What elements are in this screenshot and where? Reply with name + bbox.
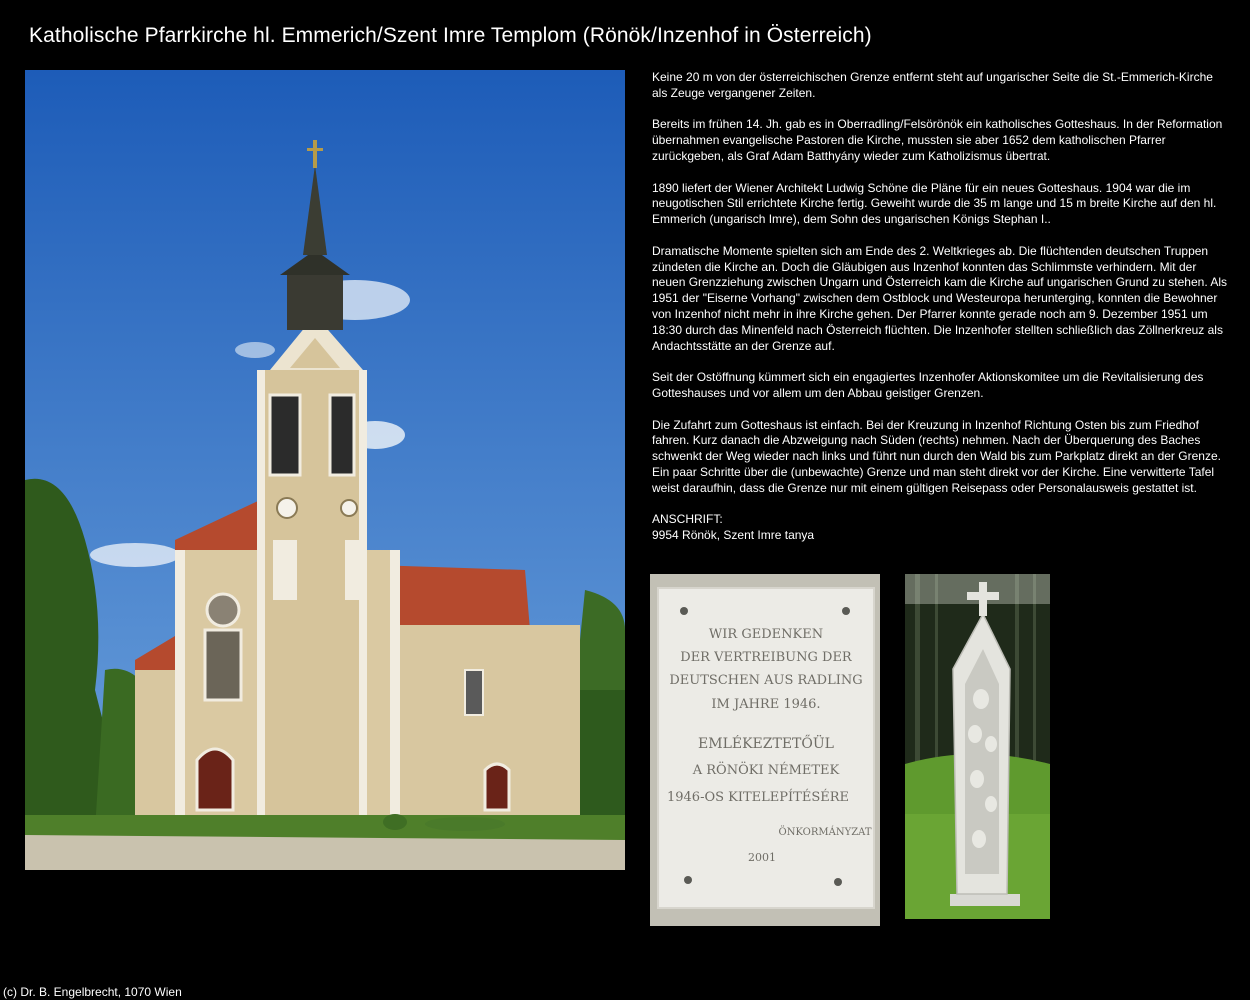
copyright-footer: (c) Dr. B. Engelbrecht, 1070 Wien — [3, 985, 182, 999]
plaque-line-1: WIR GEDENKEN — [708, 627, 824, 642]
plaque-line-4: IM JAHRE 1946. — [711, 697, 821, 712]
plaque-hu-line-3: 1946-OS KITELEPÍTÉSÉRE — [666, 790, 850, 805]
paragraph-intro: Keine 20 m von der österreichischen Grenze entfernt steht auf ungarischer Seite die St.-Emmerich-Kirche als Zeuge vergangener Zeiten. — [652, 70, 1213, 100]
address-value: 9954 Rönök, Szent Imre tanya — [652, 528, 815, 543]
paragraph-directions: Die Zufahrt zum Gotteshaus ist einfach. Bei der Kreuzung in Inzenhof Richtung Osten bis zum Friedhof fahren. Kurz danach die Abzweigung nach Süden (rechts) nehmen. Nach der Überquerung des Baches schwenkt der Weg wieder nach links und führt nun durch den Wald bis zum Parkplatz direkt an der Grenze. Ein paar Schritte über die (unbewachte) Grenze und man steht direkt vor der Kirche. Eine verwitterte Tafel weist daraufhin, dass die Grenze nur mit einem gültigen Reisepass oder Personalausweis gestattet ist. — [652, 417, 1221, 495]
plaque-signature: ÖNKORMÁNYZAT — [778, 827, 872, 838]
cross-illustration — [905, 574, 1050, 919]
paragraph-history: Bereits im frühen 14. Jh. gab es in Oberradling/Felsörönök ein katholisches Gotteshaus. In der Reformation übernahmen evangelische Pastoren die Kirche, mussten sie aber 1652 dem katholischen Pfarrer zurückgeben, als Graf Adam Batthyány wieder zum Katholizismus übertrat. — [652, 117, 1223, 163]
plaque-hu-line-2: A RÖNÖKI NÉMETEK — [692, 763, 840, 778]
paragraph-construction: 1890 liefert der Wiener Architekt Ludwig Schöne die Pläne für ein neues Gotteshaus. 1904 war die im neugotischen Stil errichtete Kirche fertig. Geweiht wurde die 35 m lange und 15 m breite Kirche auf den hl. Emmerich (ungarisch Imre), dem Sohn des ungarischen Königs Stephan I.. — [652, 180, 1217, 227]
paragraph-war: Dramatische Momente spielten sich am Ende des 2. Weltkrieges ab. Die flüchtenden deutschen Truppen zündeten die Kirche an. Doch die Gläubigen aus Inzenhof konnten das Schlimmste verhindern. Mit der neuen Grenzziehung zwischen Ungarn und Österreich kam die Kirche auf ungarischen Grund zu stehen. Als 1951 der "Eiserne Vorhang" zwischen dem Ostblock und Westeuropa herunterging, konnten die Bewohner von Inzenhof nicht mehr in ihre Kirche gehen. Der Pfarrer konnte gerade noch am 9. Dezember 1951 um 18:30 durch das Minenfeld nach Österreich flüchten. Die Inzenhofer stellten schließlich das Zöllnerkreuz als Andachtsstätte an der Grenze auf. — [652, 243, 1227, 353]
paragraph-revitalisation: Seit der Ostöffnung kümmert sich ein engagiertes Inzenhofer Aktionskomitee um die Revitalisierung des Gotteshauses und vor allem um den Abbau geistiger Grenzen. — [652, 370, 1204, 400]
address-label: ANSCHRIFT: — [652, 512, 723, 527]
page-title: Katholische Pfarrkirche hl. Emmerich/Szent Imre Templom (Rönök/Inzenhof in Österreich) — [29, 24, 872, 47]
church-illustration — [25, 70, 625, 870]
plaque-line-3: DEUTSCHEN AUS RADLING — [669, 673, 863, 688]
plaque-illustration — [650, 574, 880, 926]
memorial-plaque-photo — [650, 574, 880, 926]
plaque-line-2: DER VERTREIBUNG DER — [680, 650, 852, 665]
plaque-hu-line-1: EMLÉKEZTETŐÜL — [698, 736, 834, 752]
church-photo — [25, 70, 625, 870]
description-text — [652, 70, 1227, 544]
plaque-year: 2001 — [748, 851, 776, 864]
border-cross-photo — [905, 574, 1050, 919]
